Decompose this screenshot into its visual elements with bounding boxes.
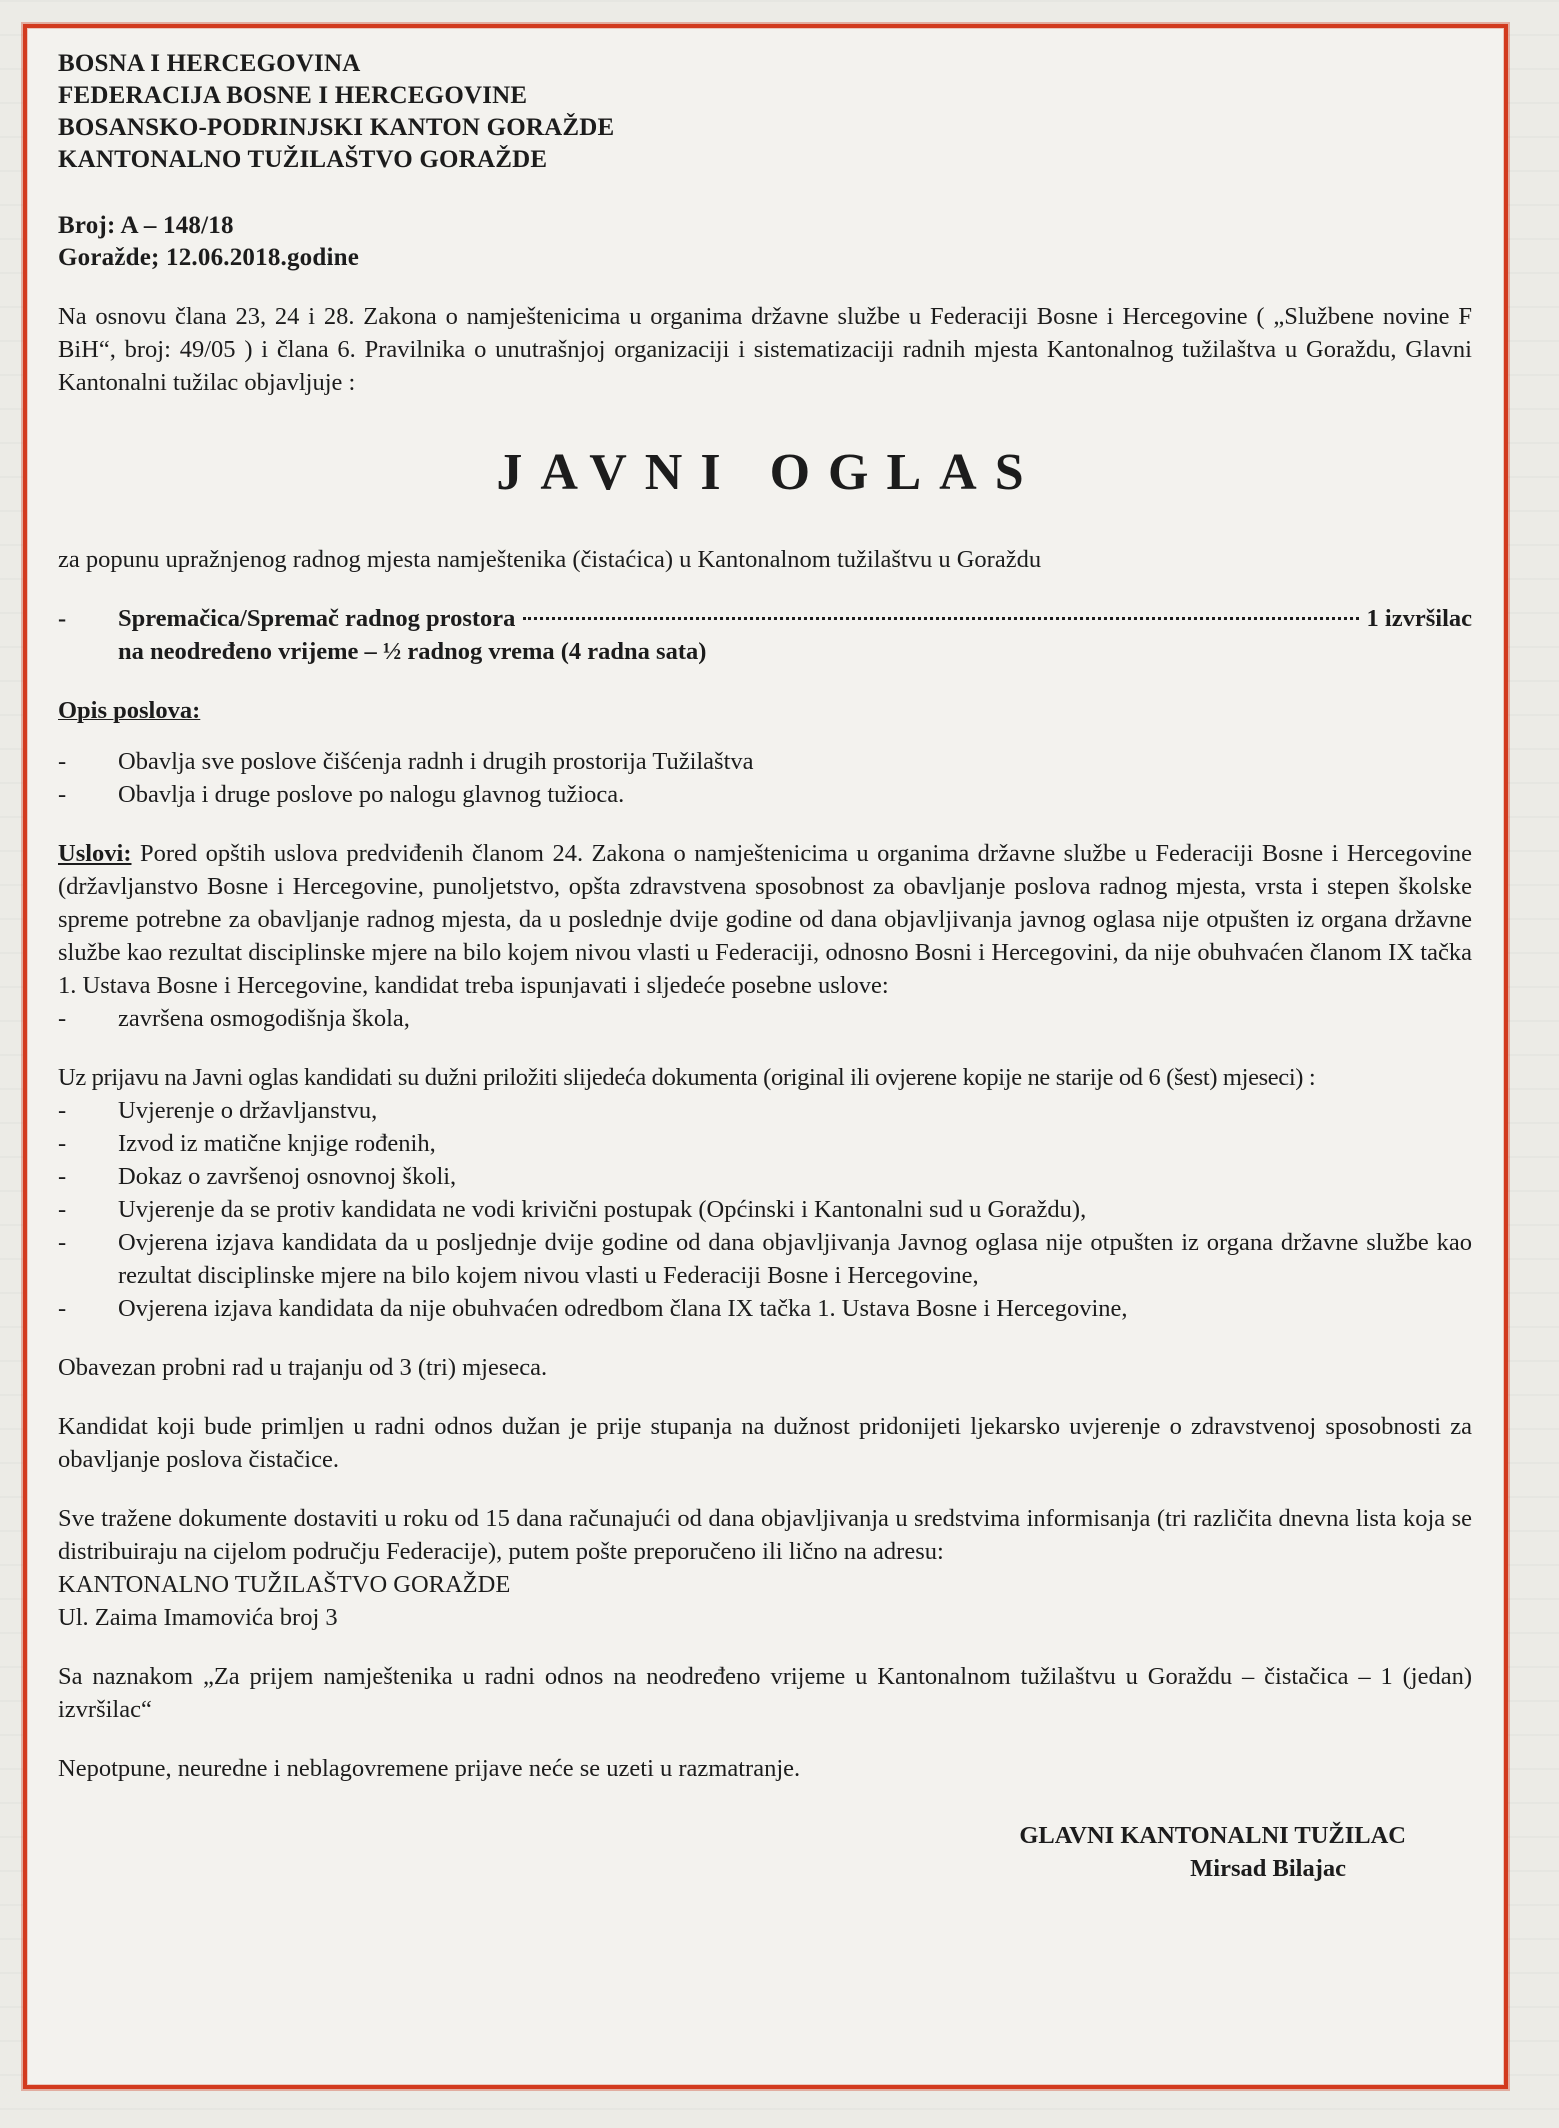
conditions-text: Pored opštih uslova predviđenih članom 24. Zakona o namještenicima u organima državne službe u Federaciji Bosne i Hercegovine (državljanstvo Bosne i Hercegovine, punoljetstvo, opšta zdravstvena sposobnost za obavljanje poslova radnog mjesta, vrsta i stepen školske spreme potrebne za obavljanje radnog mjesta, da u poslednje dvije godine od dana objavljivanja javnog oglasa nije otpušten iz organa državne službe kao rezultat disciplinske mjere na bilo kojem nivou vlasti u Federaciji, odnosno Bosni i Hercegovini, da nije obuhvaćen članom IX tačka 1. Ustava Bosne i Hercegovine, kandidat treba ispunjavati i sljedeće posebne uslove: bbox=[58, 840, 1472, 999]
probation-paragraph: Obavezan probni rad u trajanju od 3 (tri) mjeseca. bbox=[58, 1354, 548, 1381]
institution-header bbox=[58, 48, 1472, 176]
duties-heading: Opis poslova: bbox=[58, 697, 201, 724]
signature-role: GLAVNI KANTONALNI TUŽILAC bbox=[1019, 1822, 1406, 1849]
conditions-paragraph bbox=[58, 837, 1472, 1002]
subtitle: za popunu upražnjenog radnog mjesta namještenika (čistaćica) u Kantonalnom tužilaštvu u Goraždu bbox=[58, 546, 1042, 573]
list-item: - završena osmogodišnja škola, bbox=[58, 1005, 410, 1032]
page-title: JAVNI OGLAS bbox=[496, 444, 1042, 501]
list-item: - Uvjerenje da se protiv kandidata ne vodi krivični postupak (Općinski i Kantonalni sud u Goraždu), bbox=[58, 1196, 1087, 1223]
announcement-content bbox=[58, 48, 1472, 1885]
intro-paragraph: Na osnovu člana 23, 24 i 28. Zakona o namještenicima u organima državne službe u Federaciji Bosne i Hercegovine ( „Službene novine F BiH“, broj: 49/05 ) i člana 6. Pravilnika o unutrašnjoj organizaciji i sistematizaciji radnih mjesta Kantonalnog tužilaštva u Goraždu, Glavni Kantonalni tužilac objavljuje : bbox=[58, 303, 1472, 396]
position-name: Spremačica/Spremač radnog prostora bbox=[118, 605, 516, 632]
conditions-label: Uslovi: bbox=[58, 840, 132, 867]
header-line-federation: FEDERACIJA BOSNE I HERCEGOVINE bbox=[58, 82, 528, 109]
signature-block bbox=[58, 1819, 1472, 1885]
position-dash: - bbox=[58, 605, 67, 632]
conditions-list bbox=[58, 1002, 1472, 1035]
reference-number: Broj: A – 148/18 bbox=[58, 212, 234, 239]
header-line-country: BOSNA I HERCEGOVINA bbox=[58, 50, 361, 77]
documents-intro: Uz prijavu na Javni oglas kandidati su dužni priložiti slijedeća dokumenta (original ili ovjerene kopije ne starije od 6 (šest) mjeseci) : bbox=[58, 1064, 1316, 1091]
list-item: - Izvod iz matične knjige rođenih, bbox=[58, 1130, 436, 1157]
list-item: - Uvjerenje o državljanstvu, bbox=[58, 1097, 378, 1124]
signature-name: Mirsad Bilajac bbox=[1190, 1855, 1346, 1882]
list-item: - Ovjerena izjava kandidata da u posljednje dvije godine od dana objavljivanja Javnog oglasa nije otpušten iz organa državne službe kao rezultat disciplinske mjere na bilo kojem nivou vlasti u Federaciji Bosne i Hercegovine, bbox=[58, 1229, 1472, 1289]
duties-section bbox=[58, 694, 1472, 811]
position-block bbox=[58, 602, 1472, 668]
documents-list bbox=[58, 1094, 1472, 1325]
list-item: - Ovjerena izjava kandidata da nije obuhvaćen odredbom člana IX tačka 1. Ustava Bosne i Hercegovine, bbox=[58, 1295, 1128, 1322]
position-terms: na neodređeno vrijeme – ½ radnog vrema (4 radna sata) bbox=[118, 638, 707, 665]
submission-block bbox=[58, 1502, 1472, 1634]
position-count: 1 izvršilac bbox=[1366, 605, 1472, 632]
leader-dots bbox=[523, 616, 1358, 620]
document-date: Goražde; 12.06.2018.godine bbox=[58, 244, 360, 271]
list-item: - Dokaz o završenoj osnovnoj školi, bbox=[58, 1163, 457, 1190]
submission-text: Sve tražene dokumente dostaviti u roku od 15 dana računajući od dana objavljivanja u sredstvima informisanja (tri različita dnevna lista koja se distribuiraju na cijelom području Federacije), putem pošte preporučeno ili lično na adresu: bbox=[58, 1505, 1472, 1565]
medical-paragraph: Kandidat koji bude primljen u radni odnos dužan je prije stupanja na dužnost pridonijeti ljekarsko uvjerenje o zdravstvenoj sposobnosti za obavljanje poslova čistačice. bbox=[58, 1413, 1472, 1473]
list-item: - Obavlja i druge poslove po nalogu glavnog tužioca. bbox=[58, 781, 625, 808]
header-line-office: KANTONALNO TUŽILAŠTVO GORAŽDE bbox=[58, 146, 548, 173]
marking-paragraph: Sa naznakom „Za prijem namještenika u radni odnos na neodređeno vrijeme u Kantonalnom tužilaštvu u Goraždu – čistačica – 1 (jedan) izvršilac“ bbox=[58, 1663, 1472, 1723]
position-row bbox=[118, 602, 1472, 635]
address-line-street: Ul. Zaima Imamovića broj 3 bbox=[58, 1604, 338, 1631]
header-line-canton: BOSANSKO-PODRINJSKI KANTON GORAŽDE bbox=[58, 114, 615, 141]
incomplete-notice: Nepotpune, neuredne i neblagovremene prijave neće se uzeti u razmatranje. bbox=[58, 1755, 801, 1782]
duties-list bbox=[58, 745, 1472, 811]
list-item: - Obavlja sve poslove čišćenja radnh i drugih prostorija Tužilaštva bbox=[58, 748, 754, 775]
address-line-office: KANTONALNO TUŽILAŠTVO GORAŽDE bbox=[58, 1571, 511, 1598]
reference-block bbox=[58, 210, 1472, 274]
